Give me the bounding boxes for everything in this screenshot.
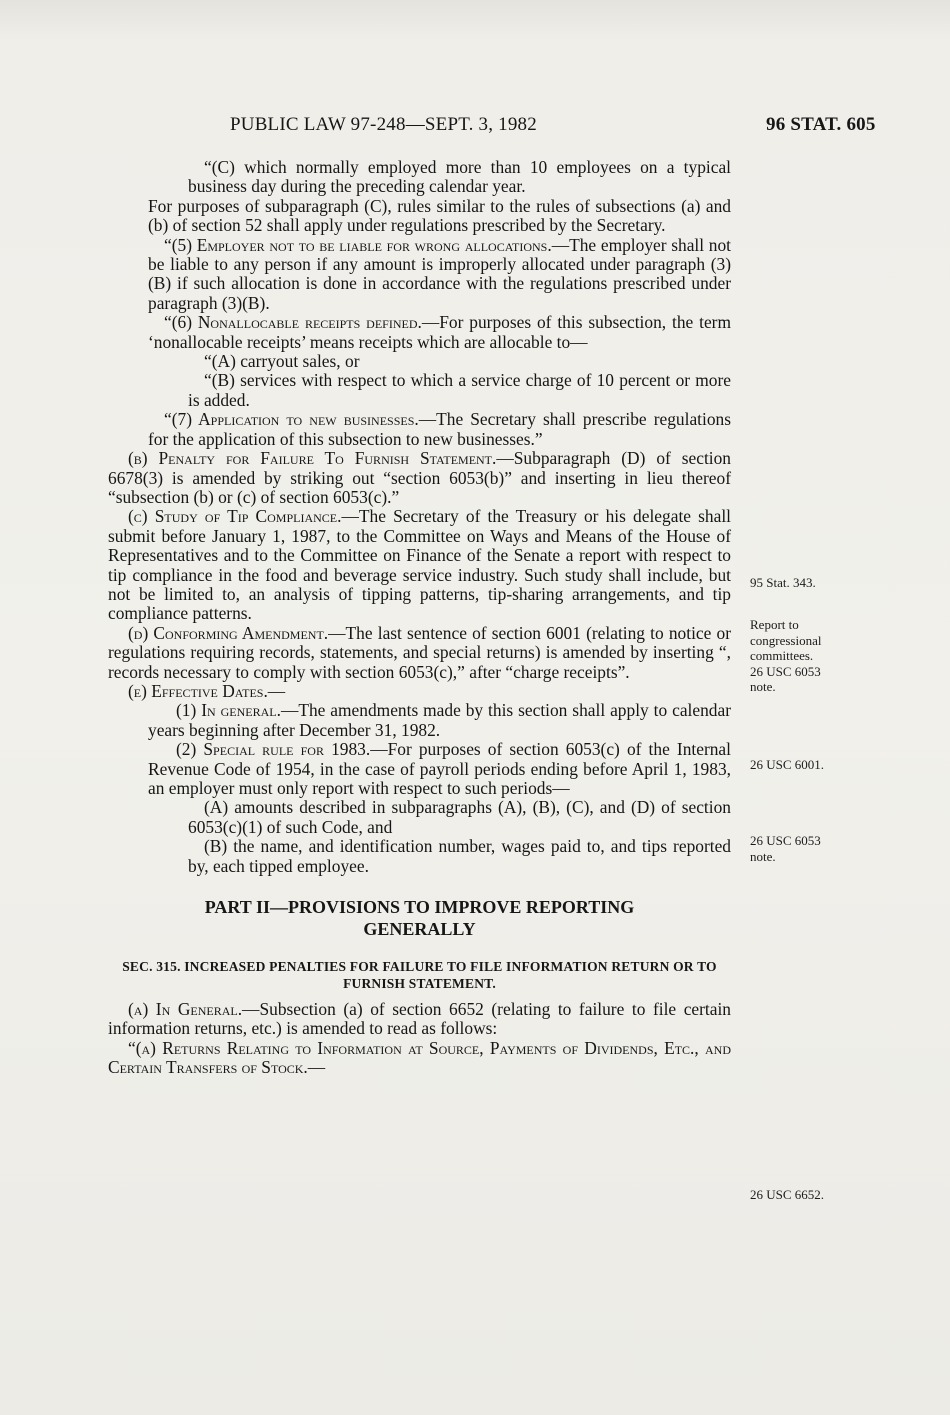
paragraph-caption: (d) Conforming Amendment.— <box>128 622 346 643</box>
margin-note: 26 USC 6053 note. <box>750 833 821 864</box>
paragraph-caption: (a) In General.— <box>128 999 260 1020</box>
part-heading <box>168 896 671 940</box>
margin-note: Report to congressional committees. 26 USC 6053 note. <box>750 617 822 694</box>
paragraph <box>108 158 731 197</box>
paragraph <box>108 313 731 352</box>
paragraph <box>108 197 731 236</box>
paragraph <box>108 410 731 449</box>
paragraph <box>108 352 731 371</box>
paragraph-caption: (c) Study of Tip Compliance.— <box>128 506 359 527</box>
statute-body <box>108 158 731 1078</box>
section-heading <box>108 958 731 992</box>
paragraph-text: “(B) services with respect to which a service charge of 10 percent or more is added. <box>188 370 731 410</box>
paragraph-caption: “(7) Application to new businesses.— <box>164 409 437 430</box>
paragraph <box>108 507 731 623</box>
paragraph <box>108 624 731 682</box>
paragraph <box>108 1000 731 1039</box>
paragraph-text: SEC. 315. INCREASED PENALTIES FOR FAILURE TO FILE INFORMATION RETURN OR TO FURNISH STATEMENT. <box>122 959 717 992</box>
paragraph-text: PART II—PROVISIONS TO IMPROVE REPORTING GENERALLY <box>204 897 635 940</box>
paragraph-caption: “(5) Employer not to be liable for wrong allocations.— <box>164 234 570 255</box>
paragraph-text: “(C) which normally employed more than 10 employees on a typical business day during the preceding calendar year. <box>188 157 731 197</box>
paragraph <box>108 701 731 740</box>
paragraph <box>108 740 731 798</box>
running-header-title: PUBLIC LAW 97-248—SEPT. 3, 1982 <box>230 114 537 135</box>
paragraph <box>108 837 731 876</box>
page-number: 96 STAT. 605 <box>766 114 876 135</box>
paragraph <box>108 449 731 507</box>
paragraph-text: Subparagraph (D) of section 6678(3) is amended by striking out “section 6053(b)” and inserting in lieu thereof “subsection (b) or (c) of section 6053(c).” <box>108 448 731 507</box>
paragraph-text: (B) the name, and identification number, wages paid to, and tips reported by, each tipped employee. <box>188 836 731 876</box>
paragraph-text: The last sentence of section 6001 (relating to notice or regulations requiring records, statements, and special returns) is amended by inserting “, records necessary to comply with section 6053(c),” after “charge receipts”. <box>108 622 732 682</box>
paragraph <box>108 1039 731 1078</box>
paragraph-text: For purposes of subparagraph (C), rules similar to the rules of subsections (a) and (b) of section 52 shall apply under regulations prescribed by the Secretary. <box>148 195 731 236</box>
paragraph-text: Subsection (a) of section 6652 (relating to failure to file certain information returns, etc.) is amended to read as follows: <box>108 999 731 1039</box>
paragraph-text: For purposes of this subsection, the term ‘nonallocable receipts’ means receipts which are allocable to— <box>148 312 731 352</box>
paragraph-caption: “(6) Nonallocable receipts defined.— <box>164 312 440 333</box>
paragraph-text: For purposes of section 6053(c) of the Internal Revenue Code of 1954, in the case of payroll periods ending before April 1, 1983, an employer must only report with respect to such periods— <box>148 739 731 798</box>
paragraph <box>108 236 731 314</box>
paragraph <box>108 682 731 701</box>
margin-note: 26 USC 6652. <box>750 1187 825 1202</box>
paragraph-text: The amendments made by this section shall apply to calendar years beginning after December 31, 1982. <box>148 700 731 740</box>
paragraph-caption: “(a) Returns Relating to Information at Source, Payments of Dividends, Etc., and Certain Transfers of Stock.— <box>108 1037 731 1078</box>
paragraph <box>108 371 731 410</box>
paragraph-text: The Secretary of the Treasury or his delegate shall submit before January 1, 1987, to the Committee on Ways and Means of the House of Representatives and to the Committee on Finance of the Senate a report with respect to tip compliance in the food and beverage service industry. Such study shall include, but not be limited to, an analysis of tipping patterns, tip-sharing arrangements, and tip compliance patterns. <box>108 506 731 624</box>
paragraph-caption: (b) Penalty for Failure To Furnish Statement.— <box>128 448 514 469</box>
paragraph-text: The employer shall not be liable to any person if any amount is improperly allocated under paragraph (3)(B) if such allocation is done in accordance with the regulations prescribed under paragraph (3)(B). <box>148 234 731 313</box>
paragraph-text: The Secretary shall prescribe regulations for the application of this subsection to new businesses.” <box>148 409 731 449</box>
paragraph-text: (A) amounts described in subparagraphs (A), (B), (C), and (D) of section 6053(c)(1) of such Code, and <box>188 797 731 837</box>
margin-note: 26 USC 6001. <box>750 757 825 772</box>
paragraph-caption: (e) Effective Dates.— <box>128 680 286 701</box>
paragraph-text: “(A) carryout sales, or <box>204 351 360 372</box>
paragraph-caption: (1) In general.— <box>176 700 299 721</box>
margin-note: 95 Stat. 343. <box>750 575 816 590</box>
paragraph <box>108 798 731 837</box>
paragraph-caption: (2) Special rule for 1983.— <box>176 739 388 760</box>
